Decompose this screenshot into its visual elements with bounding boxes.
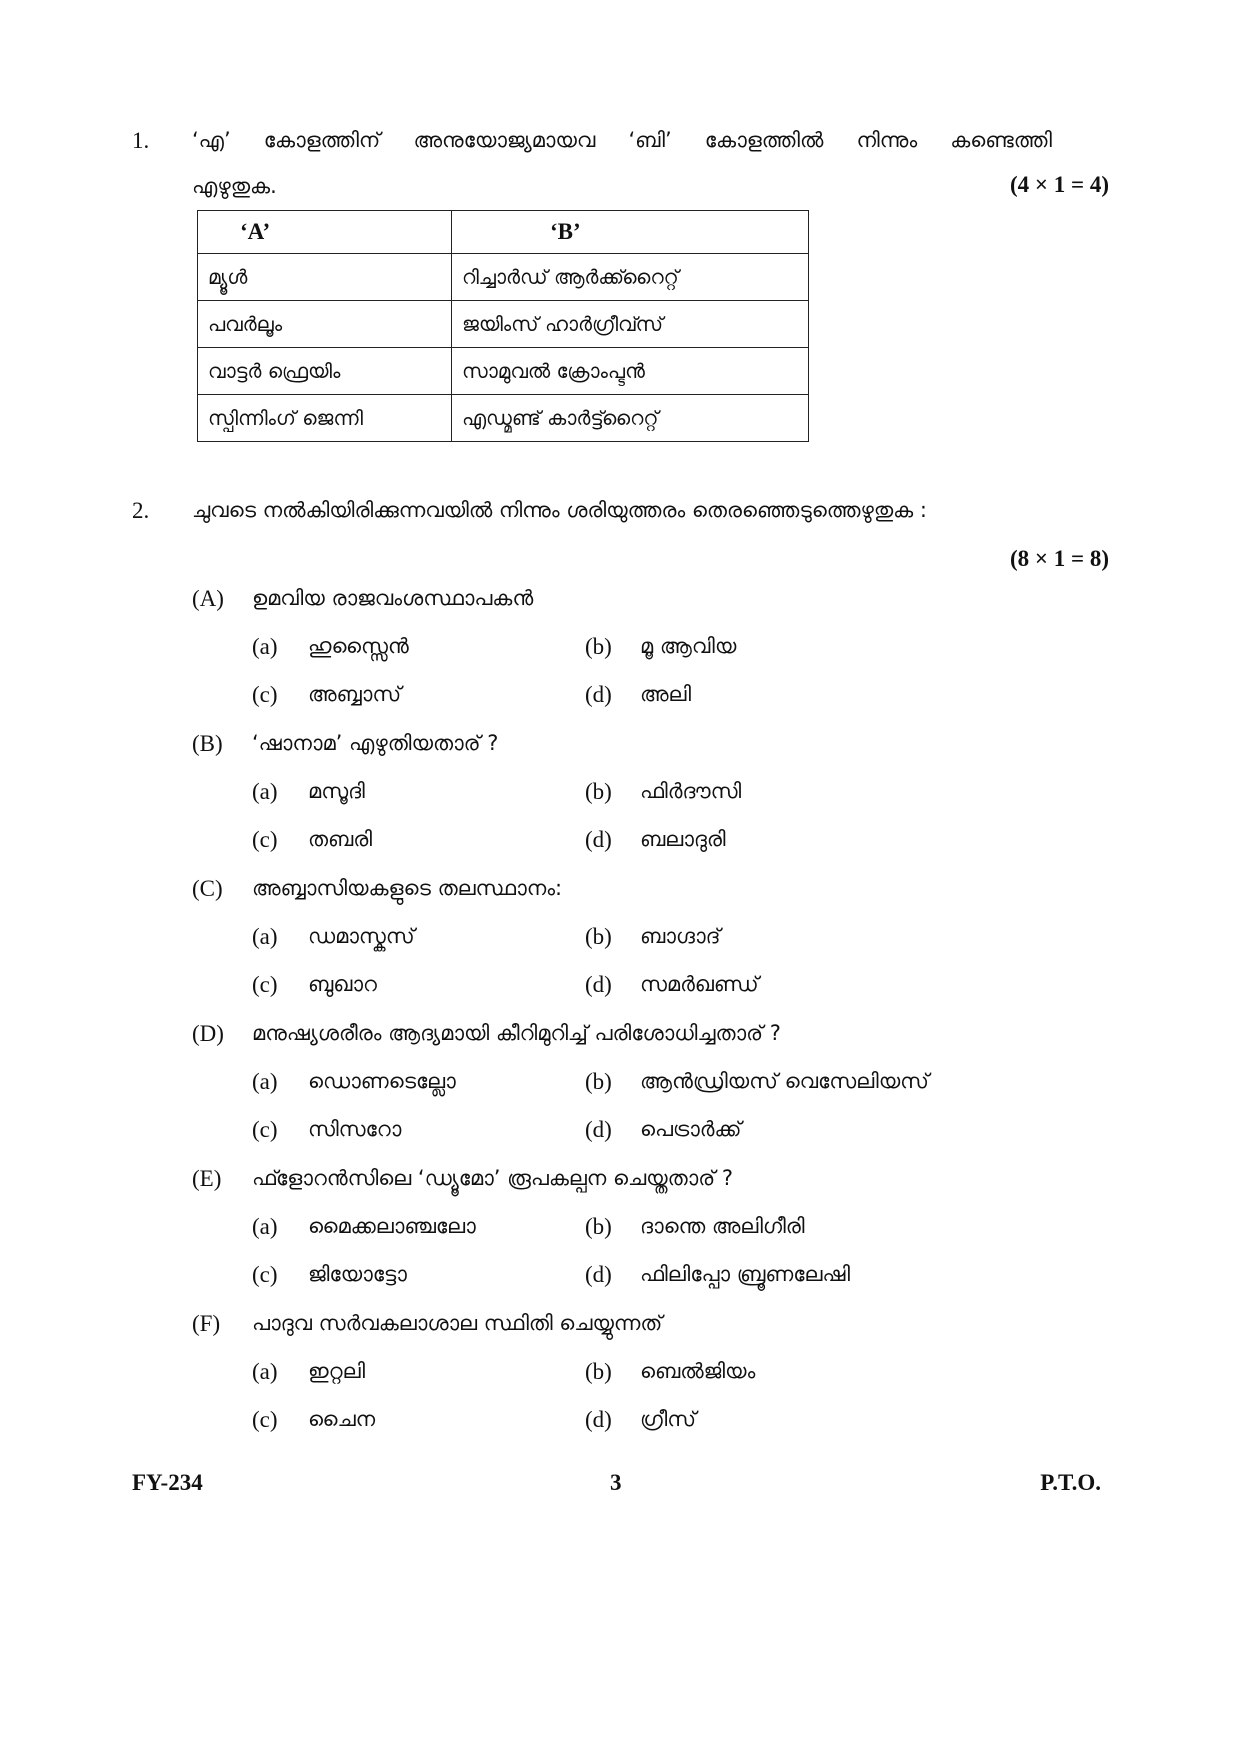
question-2-number: 2. bbox=[132, 498, 150, 523]
option-label-b: (b) bbox=[585, 924, 612, 949]
option-text-d: ഗ്രീസ് bbox=[640, 1407, 697, 1431]
option-text-b: ദാന്തെ അലിഗീരി bbox=[640, 1214, 805, 1238]
option-label-c: (c) bbox=[252, 682, 278, 707]
option-text-a: ഇറ്റലി bbox=[308, 1359, 366, 1383]
option-text-a: ഡമാസ്കസ് bbox=[308, 924, 415, 948]
option-label-b: (b) bbox=[585, 634, 612, 659]
option-text-b: ബെൽജിയം bbox=[640, 1359, 756, 1383]
option-text-c: അബ്ബാസ് bbox=[308, 682, 402, 706]
option-text-d: സമർഖണ്ഡ് bbox=[640, 972, 759, 996]
table-cell-b: റിച്ചാർഡ് ആർക്ക്റൈറ്റ് bbox=[452, 254, 809, 301]
matching-table bbox=[197, 210, 809, 442]
option-label-b: (b) bbox=[585, 1069, 612, 1094]
option-label-a: (a) bbox=[252, 779, 278, 804]
mcq-item-label: (E) bbox=[192, 1166, 222, 1191]
option-text-d: അലി bbox=[640, 682, 692, 706]
mcq-question: അബ്ബാസിയകളുടെ തലസ്ഥാനം: bbox=[252, 876, 563, 900]
question-1-text: ‘എ’ കോളത്തിന് അനുയോജ്യമായവ ‘ബി’ കോളത്തിൽ നിന്നും കണ്ടെത്തി bbox=[192, 128, 1052, 152]
option-label-d: (d) bbox=[585, 1262, 612, 1287]
option-text-d: ഫിലിപ്പോ ബ്രൂണലേഷി bbox=[640, 1262, 851, 1286]
please-turn-over: P.T.O. bbox=[1040, 1470, 1101, 1495]
mcq-question: മനുഷ്യശരീരം ആദ്യമായി കീറിമുറിച്ച് പരിശോധിച്ചതാര് ? bbox=[252, 1021, 781, 1045]
option-label-b: (b) bbox=[585, 1214, 612, 1239]
mcq-item-label: (F) bbox=[192, 1311, 221, 1336]
option-label-a: (a) bbox=[252, 634, 278, 659]
table-row bbox=[198, 395, 809, 442]
option-text-b: ബാഗ്ദാദ് bbox=[640, 924, 721, 948]
table-cell-a: വാട്ടർ ഫ്രെയിം bbox=[198, 348, 452, 395]
question-2-marks: (8 × 1 = 8) bbox=[1009, 546, 1109, 571]
mcq-item-label: (C) bbox=[192, 876, 223, 901]
table-header-row bbox=[198, 211, 809, 254]
option-label-b: (b) bbox=[585, 779, 612, 804]
option-text-d: പെട്രാർക്ക് bbox=[640, 1117, 742, 1141]
option-label-d: (d) bbox=[585, 1117, 612, 1142]
table-cell-b: എഡ്മണ്ട് കാർട്ട്റൈറ്റ് bbox=[452, 395, 809, 442]
table-cell-a: പവർലൂം bbox=[198, 301, 452, 348]
table-cell-a: സ്പിന്നിംഗ് ജെന്നി bbox=[198, 395, 452, 442]
question-2-text: ചുവടെ നൽകിയിരിക്കുന്നവയിൽ നിന്നും ശരിയുത്തരം തെരഞ്ഞെടുത്തെഴുതുക : bbox=[192, 498, 927, 522]
option-label-c: (c) bbox=[252, 1262, 278, 1287]
option-label-a: (a) bbox=[252, 1069, 278, 1094]
mcq-item-label: (A) bbox=[192, 586, 224, 611]
option-label-d: (d) bbox=[585, 972, 612, 997]
mcq-question: ഫ്ളോറൻസിലെ ‘ഡ്യൂമോ’ രൂപകല്പന ചെയ്തതാര് ? bbox=[252, 1166, 734, 1190]
table-cell-b: ജയിംസ് ഹാർഗ്രീവ്സ് bbox=[452, 301, 809, 348]
option-label-d: (d) bbox=[585, 682, 612, 707]
option-text-c: ജിയോട്ടോ bbox=[308, 1262, 407, 1286]
column-a-header: ‘A’ bbox=[198, 211, 452, 254]
mcq-item-label: (D) bbox=[192, 1021, 224, 1046]
option-label-d: (d) bbox=[585, 827, 612, 852]
option-text-a: മൈക്കലാഞ്ചലോ bbox=[308, 1214, 476, 1238]
option-text-b: ആൻഡ്രിയസ് വെസേലിയസ് bbox=[640, 1069, 929, 1093]
option-label-a: (a) bbox=[252, 924, 278, 949]
option-text-a: മസൂദി bbox=[308, 779, 365, 803]
mcq-question: ‘ഷാനാമ’ എഴുതിയതാര് ? bbox=[252, 731, 499, 755]
option-text-c: ചൈന bbox=[308, 1407, 376, 1431]
mcq-question: ഉമവിയ രാജവംശസ്ഥാപകൻ bbox=[252, 586, 534, 610]
question-1-marks: (4 × 1 = 4) bbox=[1009, 172, 1109, 197]
page-number: 3 bbox=[610, 1470, 622, 1495]
option-text-a: ഡൊണടെല്ലോ bbox=[308, 1069, 456, 1093]
option-text-d: ബലാദുരി bbox=[640, 827, 726, 851]
option-text-c: തബരി bbox=[308, 827, 373, 851]
question-1-number: 1. bbox=[132, 128, 150, 153]
column-b-header: ‘B’ bbox=[452, 211, 809, 254]
option-label-a: (a) bbox=[252, 1359, 278, 1384]
table-cell-b: സാമുവൽ ക്രോംപ്ടൻ bbox=[452, 348, 809, 395]
mcq-item-label: (B) bbox=[192, 731, 223, 756]
option-text-b: മൂ ആവിയ bbox=[640, 634, 737, 658]
option-label-c: (c) bbox=[252, 1407, 278, 1432]
option-label-a: (a) bbox=[252, 1214, 278, 1239]
table-cell-a: മ്യൂൾ bbox=[198, 254, 452, 301]
table-row bbox=[198, 348, 809, 395]
option-label-c: (c) bbox=[252, 972, 278, 997]
option-label-b: (b) bbox=[585, 1359, 612, 1384]
option-label-c: (c) bbox=[252, 1117, 278, 1142]
table-row bbox=[198, 254, 809, 301]
option-text-b: ഫിർദൗസി bbox=[640, 779, 742, 803]
option-text-a: ഹുസ്സൈൻ bbox=[308, 634, 409, 658]
question-1-text-cont: എഴുതുക. bbox=[192, 174, 277, 198]
paper-code: FY-234 bbox=[132, 1470, 203, 1495]
mcq-question: പാദുവ സർവകലാശാല സ്ഥിതി ചെയ്യുന്നത് bbox=[252, 1311, 663, 1335]
option-label-d: (d) bbox=[585, 1407, 612, 1432]
option-text-c: ബുഖാറ bbox=[308, 972, 377, 996]
option-label-c: (c) bbox=[252, 827, 278, 852]
table-row bbox=[198, 301, 809, 348]
option-text-c: സിസറോ bbox=[308, 1117, 402, 1141]
